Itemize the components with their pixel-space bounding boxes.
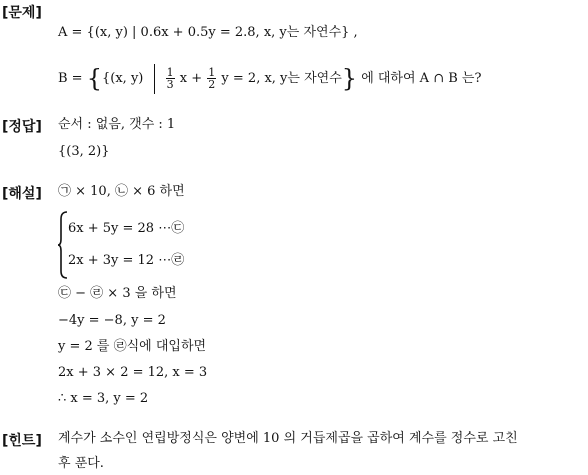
problem-set-a: A = {(x, y) | 0.6x + 0.5y = 2.8, x, y는 자연수} , <box>58 25 358 40</box>
answer-line-1: 순서 : 없음, 갯수 : 1 <box>58 117 176 132</box>
set-b-prefix: B = <box>58 71 83 86</box>
solution-equation-1: 6x + 5y = 28 ⋯㉢ <box>68 221 185 236</box>
solution-step-5: 2x + 3 × 2 = 12, x = 3 <box>58 365 208 380</box>
hint-line-1: 계수가 소수인 연립방정식은 양변에 10 의 거듭제곱을 곱하여 계수를 정수로 고친 <box>58 431 518 446</box>
fraction-one-half: $\frac{1}{2}$ <box>208 66 216 91</box>
answer-line-2: {(3, 2)} <box>58 144 110 159</box>
solution-step-6: ∴ x = 3, y = 2 <box>58 391 149 406</box>
solution-step-3: −4y = −8, y = 2 <box>58 313 166 328</box>
solution-step-1: ㉠ × 10, ㉡ × 6 하면 <box>58 184 185 199</box>
set-b-element: {(x, y) <box>102 71 144 86</box>
fraction-one-third: $\frac{1}{3}$ <box>166 66 174 91</box>
set-builder-bar <box>154 64 155 94</box>
hint-line-2: 후 푼다. <box>58 456 104 471</box>
set-b-suffix: 에 대하여 A ∩ B 는? <box>361 71 482 86</box>
solution-equation-2: 2x + 3y = 12 ⋯㉣ <box>68 253 185 268</box>
system-brace <box>58 211 68 279</box>
solution-step-2: ㉢ − ㉣ × 3 을 하면 <box>58 286 177 301</box>
set-b-mid2: y = 2, x, y는 자연수 <box>221 71 342 86</box>
answer-label: [정답] <box>2 119 42 135</box>
hint-label: [힌트] <box>2 433 42 449</box>
problem-label: [문제] <box>2 5 42 21</box>
problem-set-b <box>58 63 481 95</box>
right-brace: } <box>341 64 358 93</box>
solution-step-4: y = 2 를 ㉣식에 대입하면 <box>58 339 207 354</box>
solution-label: [해설] <box>2 186 42 202</box>
set-b-mid1: x + <box>179 71 203 86</box>
left-brace: { <box>86 64 102 93</box>
